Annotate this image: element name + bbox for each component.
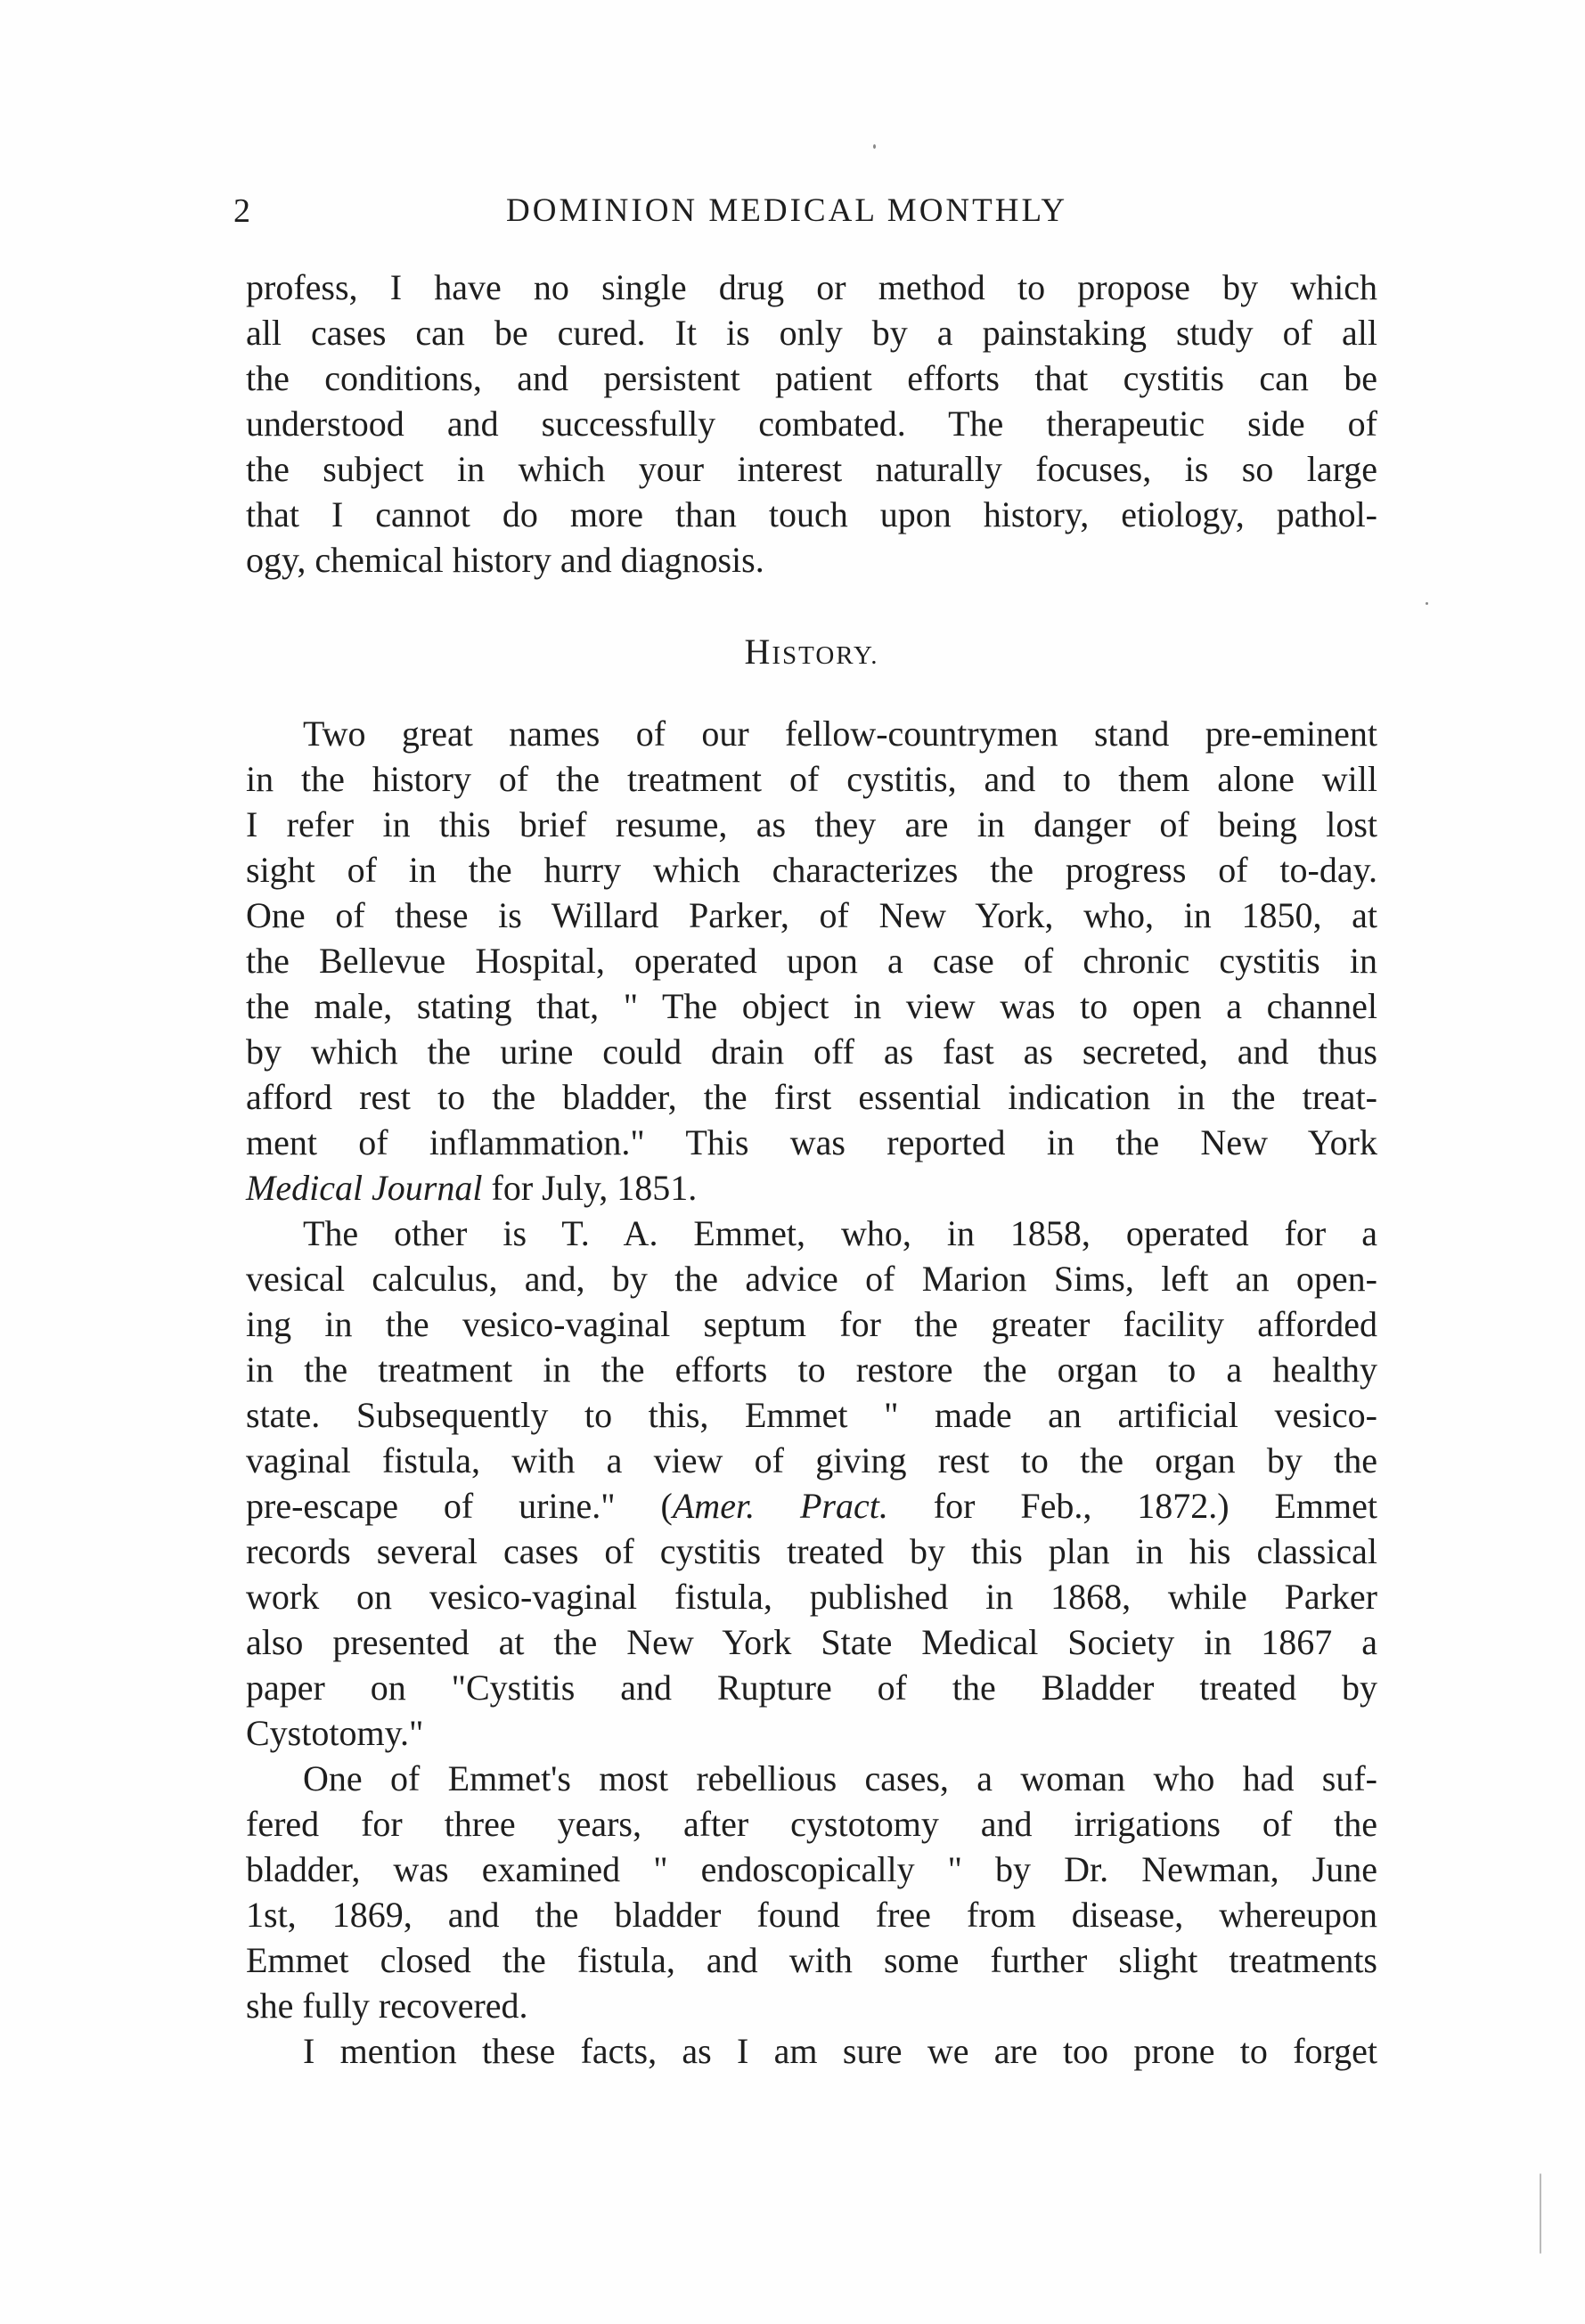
paragraph-intro [246,265,1377,583]
text-run: for Feb., 1872.) Emmet [887,1486,1377,1526]
journal-title: DOMINION MEDICAL MONTHLY [506,192,1068,229]
paragraph-history-1 [246,711,1377,1211]
text-line: also presented at the New York State Medical Society in 1867 a [246,1622,1377,1662]
text-line [246,1483,1377,1529]
text-line: ogy, chemical history and diagnosis. [246,540,764,580]
print-speck [1540,2173,1541,2254]
section-heading-history [246,625,1377,679]
text-line: Cystotomy." [246,1713,424,1753]
journal-name: Amer. Pract. [672,1486,888,1526]
text-line: the male, stating that, " The object in view was to open a channel [246,986,1377,1026]
text-line: the conditions, and persistent patient efforts that cystitis can be [246,358,1377,398]
text-line: profess, I have no single drug or method to propose by which [246,267,1377,307]
text-line: vesical calculus, and, by the advice of Marion Sims, left an open- [246,1259,1377,1299]
text-line: sight of in the hurry which characterizes the progress of to-day. [246,850,1377,890]
text-line [246,1165,1377,1211]
text-line: understood and successfully combated. The therapeutic side of [246,404,1377,444]
text-line: that I cannot do more than touch upon history, etiology, pathol- [246,494,1377,534]
heading-initial: H [744,632,772,672]
text-line: I refer in this brief resume, as they are in danger of being lost [246,804,1377,844]
paragraph-history-3 [246,1756,1377,2028]
journal-name: Medical Journal [246,1168,483,1208]
text-run: pre-escape of urine." ( [246,1486,673,1526]
body-text [246,265,1377,2074]
text-line: ing in the vesico-vaginal septum for the greater facility afforded [246,1304,1377,1344]
print-speck [873,144,876,149]
text-line: all cases can be cured. It is only by a painstaking study of all [246,313,1377,353]
text-line: bladder, was examined " endoscopically " by Dr. Newman, June [246,1849,1377,1889]
text-line: in the treatment in the efforts to restore the organ to a healthy [246,1350,1377,1390]
print-speck [1426,602,1428,605]
text-line: records several cases of cystitis treated by this plan in his classical [246,1531,1377,1571]
text-line: Emmet closed the fistula, and with some further slight treatments [246,1940,1377,1980]
text-line: in the history of the treatment of cystitis, and to them alone will [246,759,1377,799]
paragraph-history-4 [246,2028,1377,2074]
text-run: for July, 1851. [482,1168,698,1208]
text-line: fered for three years, after cystotomy and irrigations of the [246,1804,1377,1844]
running-head [233,192,1124,245]
text-line: The other is T. A. Emmet, who, in 1858, operated for a [303,1213,1377,1253]
text-line: 1st, 1869, and the bladder found free from disease, whereupon [246,1895,1377,1935]
text-line: state. Subsequently to this, Emmet " made an artificial vesico- [246,1395,1377,1435]
text-line: she fully recovered. [246,1986,528,2026]
text-line: the subject in which your interest naturally focuses, is so large [246,449,1377,489]
text-line: One of these is Willard Parker, of New York, who, in 1850, at [246,895,1377,935]
text-line: by which the urine could drain off as fast as secreted, and thus [246,1032,1377,1072]
paragraph-history-2 [246,1211,1377,1756]
text-line: Two great names of our fellow-countrymen stand pre-eminent [303,714,1377,754]
text-line: the Bellevue Hospital, operated upon a case of chronic cystitis in [246,941,1377,981]
text-line: vaginal fistula, with a view of giving rest to the organ by the [246,1440,1377,1480]
page-number: 2 [233,192,251,230]
text-line: I mention these facts, as I am sure we are too prone to forget [303,2031,1377,2071]
heading-rest: ISTORY. [772,641,879,670]
text-line: afford rest to the bladder, the first essential indication in the treat- [246,1077,1377,1117]
text-line: work on vesico-vaginal fistula, published in 1868, while Parker [246,1577,1377,1617]
text-line: One of Emmet's most rebellious cases, a woman who had suf- [303,1758,1377,1798]
text-line: ment of inflammation." This was reported in the New York [246,1122,1377,1162]
text-line: paper on "Cystitis and Rupture of the Bladder treated by [246,1668,1377,1708]
